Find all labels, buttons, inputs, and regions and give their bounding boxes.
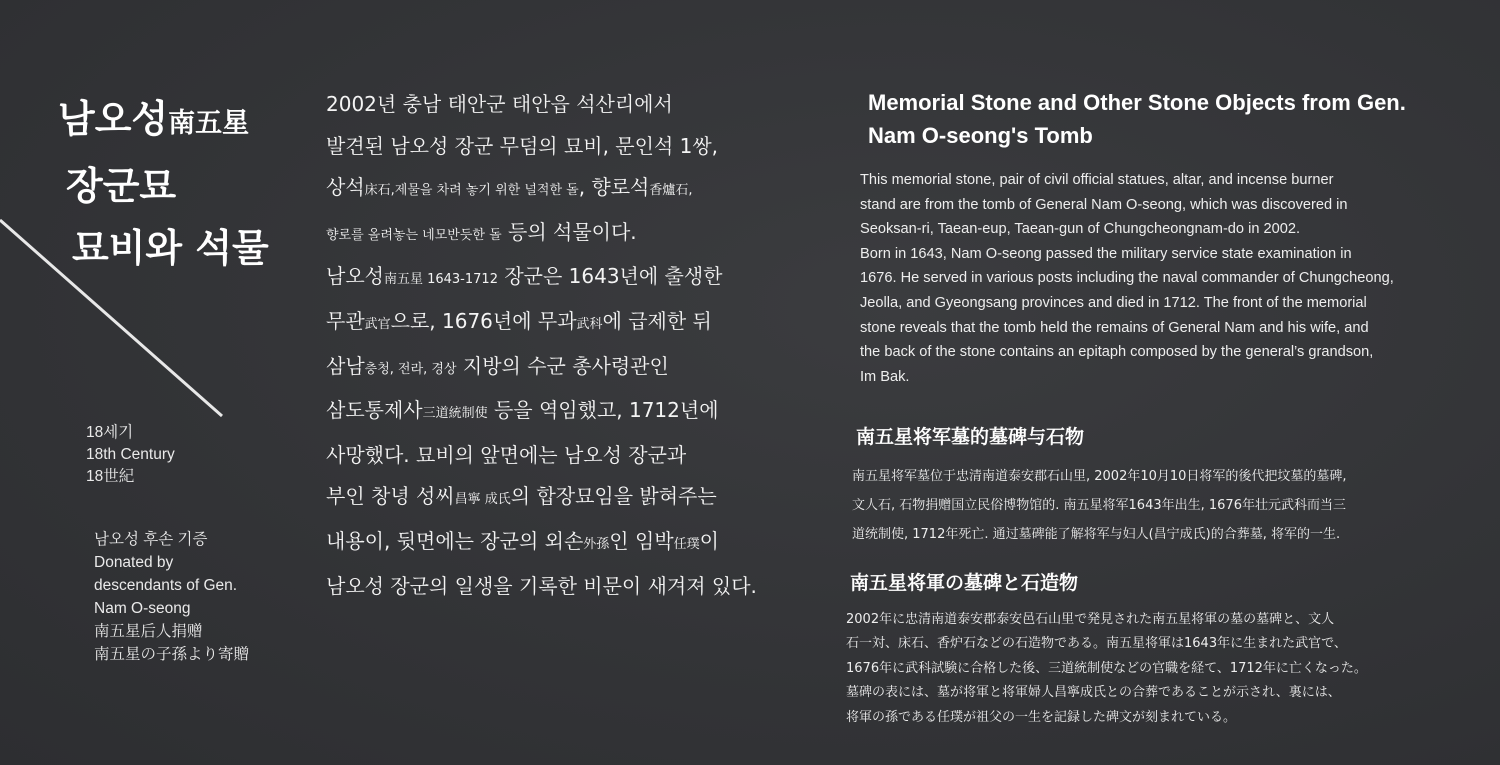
korean-annotation: 武官	[364, 316, 391, 332]
english-line: 1676. He served in various posts including the naval commander of Chungcheong,	[860, 270, 1394, 287]
english-line: Born in 1643, Nam O-seong passed the military service state examination in	[860, 245, 1352, 262]
period-cjk: 18世紀	[86, 468, 135, 485]
japanese-heading: 南五星将軍の墓碑と石造物	[850, 572, 1079, 594]
korean-line: 2002년 충남 태안군 태안읍 석산리에서	[326, 92, 673, 116]
english-heading	[868, 86, 1478, 152]
title-name-korean: 남오성	[58, 97, 169, 141]
chinese-heading: 南五星将军墓的墓碑与石物	[856, 426, 1085, 448]
japanese-line: 1676年に武科試験に合格した後、三道統制使などの官職を経て、1712年に亡くなった。	[846, 660, 1367, 676]
korean-term: 이	[699, 528, 719, 553]
korean-line	[326, 301, 796, 346]
korean-term: 지방의 수군 총사령관인	[456, 353, 669, 378]
donation-line: Nam O-seong	[94, 600, 191, 617]
korean-annotation: 外孫	[583, 536, 610, 552]
chinese-line: 道统制使, 1712年死亡. 通过墓碑能了解将军与妇人(昌宁成氏)的合葬墓, 将军的一生.	[852, 527, 1341, 542]
chinese-line: 文人石, 石物捐赠国立民俗博物馆的. 南五星将军1643年出生, 1676年壮元武科而当三	[852, 498, 1346, 513]
period-info	[86, 422, 175, 488]
korean-term: 으로, 1676년에 무과	[390, 308, 577, 333]
korean-term: , 향로석	[578, 175, 650, 200]
japanese-line: 将軍の孫である任璞が祖父の一生を記録した碑文が刻まれている。	[846, 709, 1237, 725]
korean-term: 등의 석물이다.	[501, 219, 637, 244]
donation-credit	[94, 528, 249, 666]
korean-annotation: 香爐石,	[649, 183, 693, 199]
korean-term: 삼도통제사	[326, 398, 423, 423]
english-line: the back of the stone contains an epitaph composed by the general’s grandson,	[860, 344, 1374, 361]
korean-line	[326, 476, 796, 521]
english-line: Seoksan-ri, Taean-eup, Taean-gun of Chungcheongnam-do in 2002.	[860, 221, 1301, 238]
title-name-hanja: 南五星	[168, 108, 250, 139]
korean-term: 등을 역임했고, 1712년에	[487, 398, 719, 423]
korean-term: 부인 창녕 성씨	[326, 484, 455, 509]
english-line: Jeolla, and Gyeongsang provinces and died in 1712. The front of the memorial	[860, 294, 1367, 311]
period-korean: 18세기	[86, 424, 134, 441]
korean-line	[326, 256, 796, 301]
english-heading-line: Nam O-seong's Tomb	[868, 123, 1093, 148]
chinese-line: 南五星将军墓位于忠清南道泰安郡石山里, 2002年10月10日将军的後代把坟墓的墓碑,	[852, 469, 1347, 484]
period-english: 18th Century	[86, 446, 175, 463]
donation-line: 남오성 후손 기증	[94, 531, 208, 548]
japanese-line: 墓碑の表には、墓が将軍と将軍婦人昌寧成氏との合葬であることが示され、裏には、	[846, 685, 1341, 701]
english-line: This memorial stone, pair of civil official statues, altar, and incense burner	[860, 172, 1334, 188]
chinese-description	[852, 462, 1472, 549]
korean-line	[326, 167, 796, 212]
korean-line	[326, 212, 796, 257]
korean-annotation: 三道統制使	[422, 406, 488, 422]
japanese-description	[846, 608, 1466, 730]
english-line: stand are from the tomb of General Nam O-seong, which was discovered in	[860, 196, 1348, 213]
korean-line: 발견된 남오성 장군 무덤의 묘비, 문인석 1쌍,	[326, 133, 719, 158]
japanese-line: 石一対、床石、香炉石などの石造物である。南五星将軍は1643年に生まれた武官で、	[846, 636, 1347, 652]
korean-line	[326, 390, 796, 435]
title-line-2: 장군묘	[66, 164, 177, 208]
korean-term: 남오성	[326, 264, 384, 289]
korean-term: 삼남	[326, 353, 365, 378]
title-line-1	[58, 88, 288, 155]
japanese-line: 2002年に忠清南道泰安郡泰安邑石山里で発見された南五星将軍の墓の墓碑と、文人	[846, 612, 1335, 627]
donation-line: descendants of Gen.	[94, 577, 238, 594]
korean-term: 장군은 1643년에 출생한	[497, 264, 723, 289]
korean-description	[326, 84, 796, 607]
donation-line: 南五星の子孫より寄贈	[94, 646, 250, 663]
korean-annotation: 南五星 1643-1712	[383, 272, 498, 288]
korean-line: 남오성 장군의 일생을 기록한 비문이 새겨져 있다.	[326, 573, 757, 598]
title-line-3: 묘비와 석물	[72, 226, 269, 270]
korean-annotation: 武科	[576, 316, 603, 332]
korean-annotation: 任璞	[673, 536, 700, 552]
korean-annotation: 床石,제물을 차려 놓기 위한 널적한 돌	[364, 183, 579, 199]
korean-term: 인 임박	[609, 528, 674, 553]
korean-line	[326, 521, 796, 566]
korean-term: 무관	[326, 308, 365, 333]
korean-annotation: 향로를 올려놓는 네모반듯한 돌	[326, 227, 502, 243]
korean-line	[326, 346, 796, 391]
korean-term: 에 급제한 뒤	[602, 308, 712, 333]
korean-line: 사망했다. 묘비의 앞면에는 남오성 장군과	[326, 442, 687, 467]
exhibit-title	[58, 88, 288, 279]
english-line: stone reveals that the tomb held the remains of General Nam and his wife, and	[860, 319, 1369, 336]
donation-line: Donated by	[94, 554, 174, 571]
korean-annotation: 昌寧 成氏	[454, 492, 511, 508]
korean-term: 의 합장묘임을 밝혀주는	[510, 484, 717, 509]
korean-term: 상석	[326, 175, 365, 200]
korean-term: 내용이, 뒷면에는 장군의 외손	[326, 528, 584, 553]
korean-annotation: 충청, 전라, 경상	[364, 361, 457, 377]
english-line: Im Bak.	[860, 368, 910, 385]
english-description	[860, 168, 1480, 389]
donation-line: 南五星后人捐赠	[94, 623, 203, 640]
english-heading-line: Memorial Stone and Other Stone Objects from Gen.	[868, 90, 1406, 115]
